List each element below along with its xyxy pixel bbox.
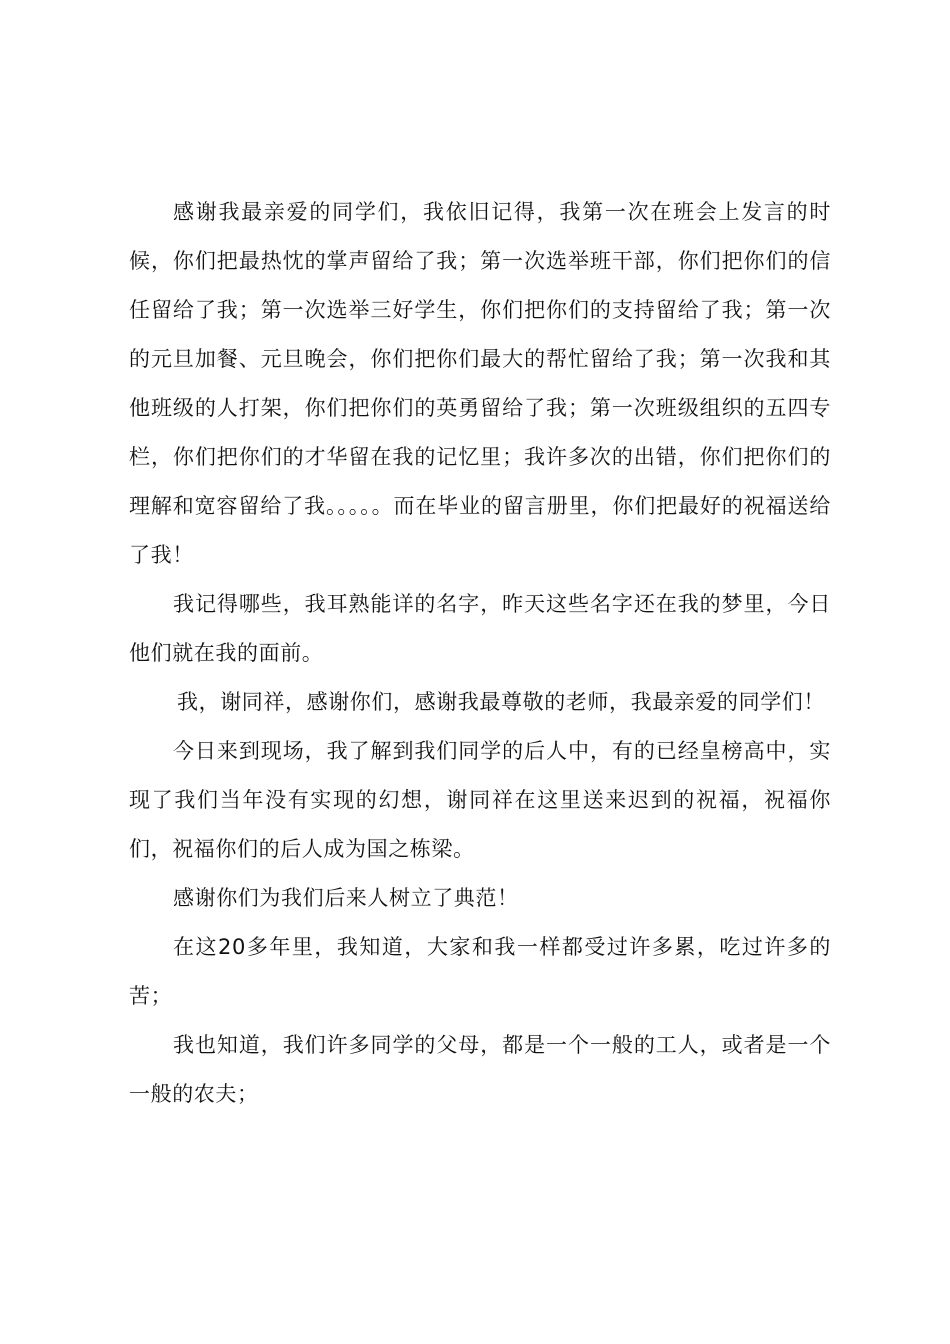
paragraph-descendants-blessing: 今日来到现场，我了解到我们同学的后人中，有的已经皇榜高中，实现了我们当年没有实现的幻想，谢同祥在这里送来迟到的祝福，祝福你们，祝福你们的后人成为国之栋梁。	[129, 739, 831, 861]
paragraph-thanks-teachers: 我，谢同祥，感谢你们，感谢我最尊敬的老师，我最亲爱的同学们！	[177, 690, 825, 714]
paragraph-twenty-years: 在这20多年里，我知道，大家和我一样都受过许多累，吃过许多的苦；	[129, 935, 831, 1008]
paragraph-parents-workers: 我也知道，我们许多同学的父母，都是一个一般的工人，或者是一个一般的农夫；	[129, 1033, 831, 1106]
paragraph-remember-names: 我记得哪些，我耳熟能详的名字，昨天这些名字还在我的梦里，今日他们就在我的面前。	[129, 592, 831, 665]
paragraph-gratitude-classmates: 感谢我最亲爱的同学们，我依旧记得，我第一次在班会上发言的时候，你们把最热忱的掌声留给了我；第一次选举班干部，你们把你们的信任留给了我；第一次选举三好学生，你们把你们的支持留给了我；第一次的元旦加餐、元旦晚会，你们把你们最大的帮忙留给了我；第一次我和其他班级的人打架，你们把你们的英勇留给了我；第一次班级组织的五四专栏，你们把你们的才华留在我的记忆里；我许多次的出错，你们把你们的理解和宽容留给了我。。。。。而在毕业的留言册里，你们把最好的祝福送给了我！	[129, 200, 831, 567]
paragraph-role-model: 感谢你们为我们后来人树立了典范！	[173, 886, 519, 910]
document-body	[129, 188, 831, 1119]
